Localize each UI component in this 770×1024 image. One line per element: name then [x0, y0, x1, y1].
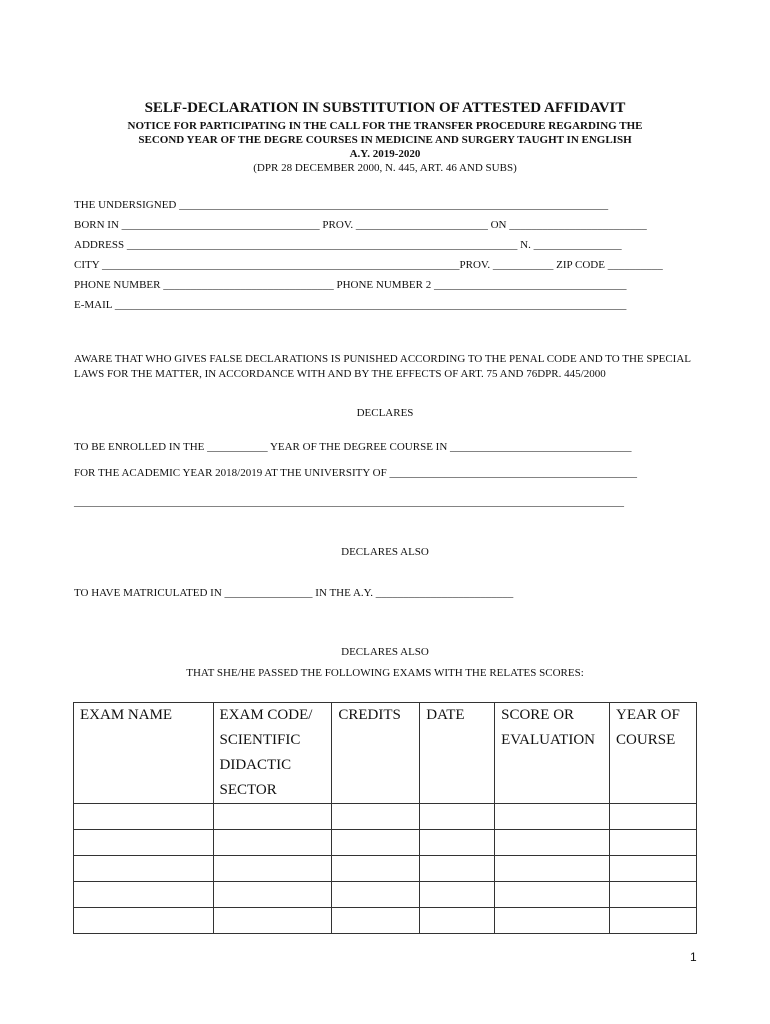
declares-also-heading-1: DECLARES ALSO — [341, 546, 429, 558]
blank-line-field[interactable]: ____________________________________________________________________________________________________ — [74, 496, 624, 508]
table-cell[interactable] — [610, 882, 697, 908]
notice-line-2: SECOND YEAR OF THE DEGRE COURSES IN MEDICINE AND SURGERY TAUGHT IN ENGLISH — [138, 134, 632, 146]
page-number: 1 — [690, 950, 697, 964]
table-cell[interactable] — [332, 830, 420, 856]
city-field[interactable]: CITY _________________________________________________________________PROV. ___________ ZIP CODE __________ — [74, 259, 663, 271]
enrolled-field[interactable]: TO BE ENROLLED IN THE ___________ YEAR OF THE DEGREE COURSE IN _________________________________ — [74, 441, 632, 453]
header-exam-code: EXAM CODE/ SCIENTIFIC DIDACTIC SECTOR — [213, 703, 332, 804]
declares-also-heading-2: DECLARES ALSO — [341, 646, 429, 658]
table-cell[interactable] — [74, 856, 214, 882]
email-field[interactable]: E-MAIL _____________________________________________________________________________________________ — [74, 299, 627, 311]
legal-reference: (DPR 28 DECEMBER 2000, N. 445, ART. 46 AND SUBS) — [253, 162, 517, 174]
table-cell[interactable] — [420, 856, 495, 882]
table-cell[interactable] — [610, 830, 697, 856]
table-cell[interactable] — [74, 908, 214, 934]
table-cell[interactable] — [495, 882, 610, 908]
header-score: SCORE OR EVALUATION — [495, 703, 610, 804]
table-cell[interactable] — [420, 908, 495, 934]
awareness-statement: AWARE THAT WHO GIVES FALSE DECLARATIONS IS PUNISHED ACCORDING TO THE PENAL CODE AND TO THE SPECIAL LAWS FOR THE MATTER, IN ACCORDANCE WITH AND BY THE EFFECTS OF ART. 75 AND 76DPR. 445/2000 — [74, 353, 691, 380]
table-cell[interactable] — [420, 830, 495, 856]
matriculated-field[interactable]: TO HAVE MATRICULATED IN ________________ IN THE A.Y. _________________________ — [74, 587, 514, 599]
table-cell[interactable] — [213, 830, 332, 856]
table-cell[interactable] — [495, 908, 610, 934]
table-cell[interactable] — [610, 908, 697, 934]
table-cell[interactable] — [74, 804, 214, 830]
address-field[interactable]: ADDRESS _______________________________________________________________________ N. ________________ — [74, 239, 622, 251]
table-cell[interactable] — [610, 804, 697, 830]
table-cell[interactable] — [213, 856, 332, 882]
exam-table-header-row — [74, 703, 697, 804]
table-cell[interactable] — [420, 804, 495, 830]
table-row — [74, 908, 697, 934]
table-cell[interactable] — [610, 856, 697, 882]
header-year-of-course: YEAR OF COURSE — [610, 703, 697, 804]
table-cell[interactable] — [495, 830, 610, 856]
table-cell[interactable] — [495, 804, 610, 830]
header-exam-name: EXAM NAME — [74, 703, 214, 804]
table-row — [74, 804, 697, 830]
academic-year-heading: A.Y. 2019-2020 — [349, 148, 421, 160]
table-cell[interactable] — [213, 804, 332, 830]
phone-field[interactable]: PHONE NUMBER _______________________________ PHONE NUMBER 2 ___________________________________ — [74, 279, 627, 291]
undersigned-field[interactable]: THE UNDERSIGNED ______________________________________________________________________________ — [74, 199, 609, 211]
document-title: SELF-DECLARATION IN SUBSTITUTION OF ATTESTED AFFIDAVIT — [144, 100, 626, 116]
table-cell[interactable] — [74, 830, 214, 856]
exams-intro: THAT SHE/HE PASSED THE FOLLOWING EXAMS WITH THE RELATES SCORES: — [186, 667, 584, 679]
exam-table — [73, 702, 697, 934]
table-cell[interactable] — [332, 882, 420, 908]
table-row — [74, 882, 697, 908]
table-cell[interactable] — [495, 856, 610, 882]
header-credits: CREDITS — [332, 703, 420, 804]
table-cell[interactable] — [74, 882, 214, 908]
exam-table-body — [74, 804, 697, 934]
table-row — [74, 830, 697, 856]
university-field[interactable]: FOR THE ACADEMIC YEAR 2018/2019 AT THE UNIVERSITY OF _____________________________________________ — [74, 467, 637, 479]
table-cell[interactable] — [420, 882, 495, 908]
table-cell[interactable] — [332, 856, 420, 882]
table-cell[interactable] — [213, 908, 332, 934]
born-in-field[interactable]: BORN IN ____________________________________ PROV. ________________________ ON _________________________ — [74, 219, 647, 231]
table-cell[interactable] — [332, 804, 420, 830]
header-date: DATE — [420, 703, 495, 804]
table-cell[interactable] — [332, 908, 420, 934]
table-row — [74, 856, 697, 882]
declares-heading: DECLARES — [356, 407, 414, 419]
notice-line-1: NOTICE FOR PARTICIPATING IN THE CALL FOR THE TRANSFER PROCEDURE REGARDING THE — [127, 120, 643, 132]
table-cell[interactable] — [213, 882, 332, 908]
